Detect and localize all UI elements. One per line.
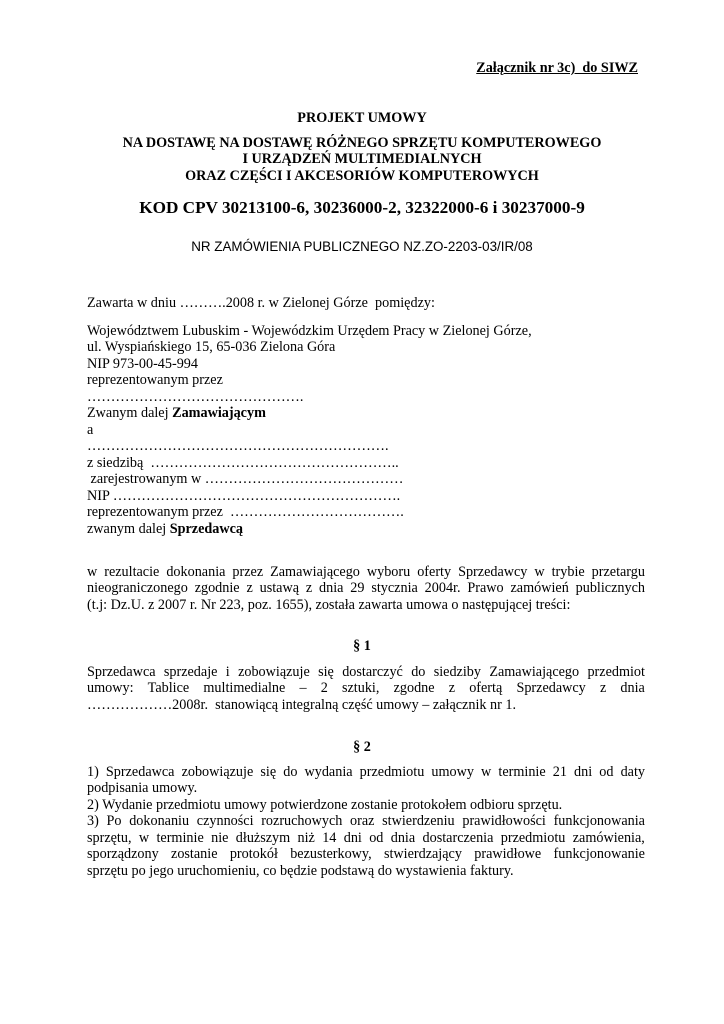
seller-represented-by: reprezentowanym przez ………………………………. [87, 504, 404, 520]
section-2-line-5: sprzętu, w terminie nie dłuższym niż 14 dni od dnia dostarczenia przedmiotu zamówienia, [87, 830, 645, 846]
seller-role: Sprzedawcą [169, 521, 244, 537]
attachment-label: Załącznik nr 3c) do SIWZ [476, 60, 638, 76]
order-number: NR ZAMÓWIENIA PUBLICZNEGO NZ.ZO-2203-03/IR/08 [191, 239, 533, 254]
section-2-line-3: 2) Wydanie przedmiotu umowy potwierdzone zostanie protokołem odbioru sprzętu. [87, 797, 563, 813]
and-word: a [87, 422, 94, 438]
section-1-heading: § 1 [353, 638, 371, 654]
section-2-line-4: 3) Po dokonaniu czynności rozruchowych oraz stwierdzeniu prawidłowości funkcjonowania [87, 813, 645, 829]
subtitle-line-2: I URZĄDZEŃ MULTIMEDIALNYCH [242, 151, 482, 167]
section-1-line-2: umowy: Tablice multimedialne – 2 sztuki, zgodne z ofertą Sprzedawcy z dnia [87, 680, 645, 696]
section-2-line-1: 1) Sprzedawca zobowiązuje się do wydania przedmiotu umowy w terminie 21 dni od daty [87, 764, 645, 780]
section-1-line-3: ………………2008r. stanowiącą integralną część umowy – załącznik nr 1. [87, 697, 517, 713]
seller-seat: z siedzibą …………………………………………….. [87, 455, 399, 471]
section-1-line-1: Sprzedawca sprzedaje i zobowiązuje się dostarczyć do siedziby Zamawiającego przedmiot [87, 664, 645, 680]
buyer-called-line [87, 405, 266, 422]
called-prefix-2: zwanym dalej [87, 521, 170, 537]
cpv-code: KOD CPV 30213100-6, 30236000-2, 32322000-6 i 30237000-9 [139, 198, 585, 217]
section-2-heading: § 2 [353, 739, 371, 755]
called-prefix: Zwanym dalej [87, 405, 173, 421]
intro-line-1: w rezultacie dokonania przez Zamawiającego wyboru oferty Sprzedawcy w trybie przetargu [87, 564, 645, 580]
buyer-address: ul. Wyspiańskiego 15, 65-036 Zielona Góra [87, 339, 336, 355]
subtitle-line-3: ORAZ CZĘŚCI I AKCESORIÓW KOMPUTEROWYCH [185, 168, 539, 184]
buyer-nip: NIP 973-00-45-994 [87, 356, 198, 372]
buyer-represented-by: reprezentowanym przez [87, 372, 223, 388]
seller-registered: zarejestrowanym w …………………………………… [87, 471, 404, 487]
intro-line-2: nieograniczonego zgodnie z ustawą z dnia 29 stycznia 2004r. Prawo zamówień publicznych [87, 580, 645, 596]
concluded-line: Zawarta w dniu ……….2008 r. w Zielonej Górze pomiędzy: [87, 295, 435, 311]
document-title: PROJEKT UMOWY [297, 110, 427, 126]
intro-line-3: (t.j: Dz.U. z 2007 r. Nr 223, poz. 1655), została zawarta umowa o następującej treści: [87, 597, 571, 613]
seller-name-dots: ………………………………………………………. [87, 438, 389, 454]
seller-nip: NIP ……………………………………………………. [87, 488, 401, 504]
seller-called-line [87, 521, 243, 538]
buyer-representative-dots: ………………………………………. [87, 389, 304, 405]
subtitle-line-1: NA DOSTAWĘ NA DOSTAWĘ RÓŻNEGO SPRZĘTU KOMPUTEROWEGO [122, 135, 602, 151]
section-2-line-2: podpisania umowy. [87, 780, 198, 796]
buyer-name: Województwem Lubuskim - Wojewódzkim Urzędem Pracy w Zielonej Górze, [87, 323, 532, 339]
section-2-line-7: sprzętu po jego uruchomieniu, co będzie podstawą do wystawienia faktury. [87, 863, 514, 879]
buyer-role: Zamawiającym [172, 405, 266, 421]
section-2-line-6: sporządzony zostanie protokół bezusterkowy, stwierdzający prawidłowe funkcjonowanie [87, 846, 645, 862]
